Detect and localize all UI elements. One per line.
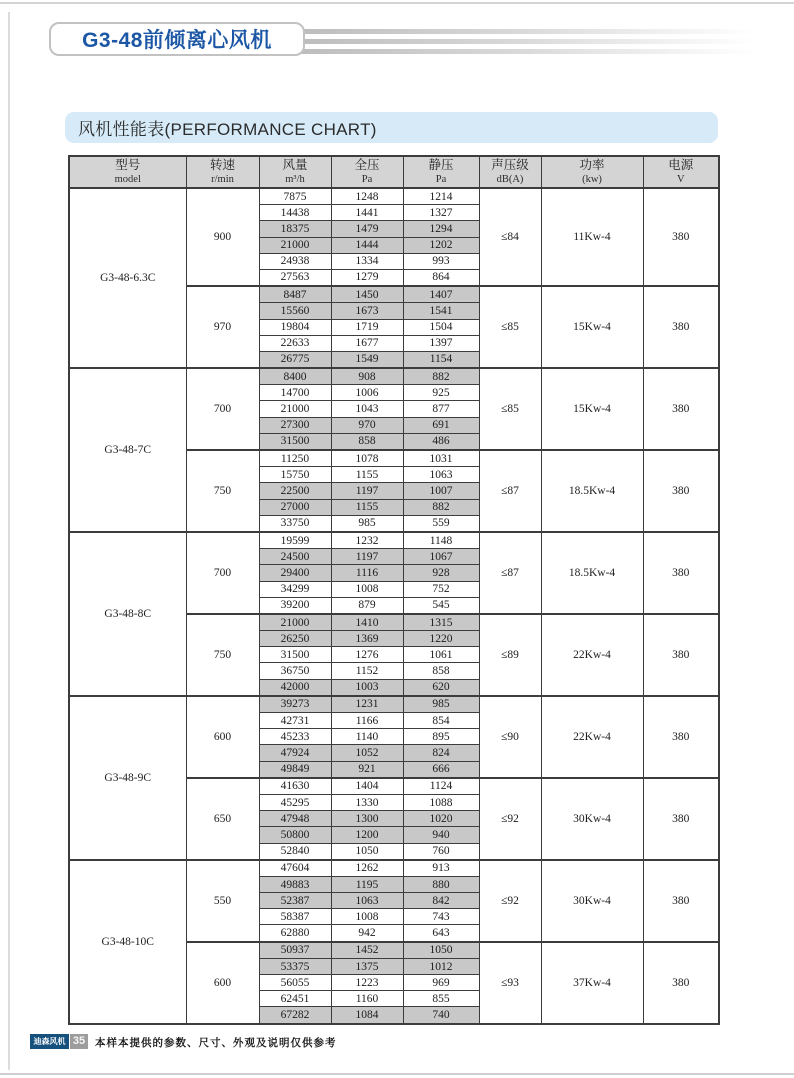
- total-pressure-cell: 1231: [331, 696, 403, 713]
- static-pressure-cell: 1088: [403, 795, 479, 811]
- static-pressure-cell: 1148: [403, 532, 479, 549]
- flow-cell: 14438: [259, 205, 331, 221]
- flow-cell: 21000: [259, 614, 331, 631]
- static-pressure-cell: 559: [403, 515, 479, 532]
- column-header-6: 功率 (kw): [541, 156, 643, 188]
- brand-badge: 迪森风机: [30, 1034, 69, 1049]
- static-pressure-cell: 928: [403, 565, 479, 581]
- static-pressure-cell: 854: [403, 713, 479, 729]
- flow-cell: 42000: [259, 679, 331, 696]
- flow-cell: 39200: [259, 597, 331, 614]
- flow-cell: 41630: [259, 778, 331, 795]
- speed-cell: 750: [186, 614, 259, 696]
- flow-cell: 22500: [259, 483, 331, 499]
- total-pressure-cell: 1166: [331, 713, 403, 729]
- total-pressure-cell: 942: [331, 925, 403, 942]
- noise-cell: ≤92: [479, 778, 541, 860]
- total-pressure-cell: 1479: [331, 221, 403, 237]
- noise-cell: ≤84: [479, 188, 541, 286]
- table-row: [69, 532, 719, 549]
- header-stripe: [295, 39, 794, 44]
- total-pressure-cell: 1441: [331, 205, 403, 221]
- static-pressure-cell: 1063: [403, 467, 479, 483]
- voltage-cell: 380: [643, 860, 719, 942]
- static-pressure-cell: 1031: [403, 450, 479, 467]
- voltage-cell: 380: [643, 286, 719, 368]
- static-pressure-cell: 895: [403, 729, 479, 745]
- model-cell: G3-48-6.3C: [69, 188, 186, 368]
- flow-cell: 26775: [259, 351, 331, 368]
- total-pressure-cell: 1006: [331, 385, 403, 401]
- static-pressure-cell: 691: [403, 417, 479, 433]
- static-pressure-cell: 1202: [403, 237, 479, 253]
- total-pressure-cell: 1444: [331, 237, 403, 253]
- total-pressure-cell: 1050: [331, 843, 403, 860]
- speed-cell: 970: [186, 286, 259, 368]
- header-stripe: [295, 29, 794, 34]
- static-pressure-cell: 940: [403, 827, 479, 843]
- flow-cell: 24500: [259, 549, 331, 565]
- total-pressure-cell: 1334: [331, 253, 403, 269]
- flow-cell: 39273: [259, 696, 331, 713]
- total-pressure-cell: 1279: [331, 269, 403, 286]
- flow-cell: 42731: [259, 713, 331, 729]
- page-left-edge: [8, 12, 10, 1070]
- flow-cell: 62451: [259, 991, 331, 1007]
- static-pressure-cell: 1061: [403, 647, 479, 663]
- section-title: 风机性能表(PERFORMANCE CHART): [78, 120, 377, 139]
- performance-table-container: [68, 155, 720, 1025]
- total-pressure-cell: 921: [331, 761, 403, 778]
- static-pressure-cell: 643: [403, 925, 479, 942]
- power-cell: 30Kw-4: [541, 778, 643, 860]
- static-pressure-cell: 913: [403, 860, 479, 877]
- static-pressure-cell: 824: [403, 745, 479, 761]
- flow-cell: 52840: [259, 843, 331, 860]
- static-pressure-cell: 1294: [403, 221, 479, 237]
- power-cell: 30Kw-4: [541, 860, 643, 942]
- total-pressure-cell: 1197: [331, 483, 403, 499]
- static-pressure-cell: 882: [403, 368, 479, 385]
- flow-cell: 7875: [259, 188, 331, 205]
- static-pressure-cell: 666: [403, 761, 479, 778]
- power-cell: 18.5Kw-4: [541, 532, 643, 614]
- static-pressure-cell: 842: [403, 893, 479, 909]
- flow-cell: 56055: [259, 975, 331, 991]
- speed-cell: 600: [186, 696, 259, 778]
- total-pressure-cell: 908: [331, 368, 403, 385]
- flow-cell: 50800: [259, 827, 331, 843]
- total-pressure-cell: 1410: [331, 614, 403, 631]
- flow-cell: 45233: [259, 729, 331, 745]
- total-pressure-cell: 1078: [331, 450, 403, 467]
- speed-cell: 550: [186, 860, 259, 942]
- total-pressure-cell: 970: [331, 417, 403, 433]
- flow-cell: 49883: [259, 877, 331, 893]
- performance-table: [68, 155, 720, 1025]
- flow-cell: 47948: [259, 811, 331, 827]
- flow-cell: 15750: [259, 467, 331, 483]
- column-header-4: 静压 Pa: [403, 156, 479, 188]
- total-pressure-cell: 1276: [331, 647, 403, 663]
- page-title: G3-48前倾离心风机: [82, 29, 272, 52]
- total-pressure-cell: 1262: [331, 860, 403, 877]
- header-decoration: [295, 0, 794, 60]
- flow-cell: 45295: [259, 795, 331, 811]
- total-pressure-cell: 1404: [331, 778, 403, 795]
- page-footer: [0, 1034, 794, 1050]
- total-pressure-cell: 1155: [331, 467, 403, 483]
- flow-cell: 50937: [259, 942, 331, 959]
- flow-cell: 62880: [259, 925, 331, 942]
- total-pressure-cell: 879: [331, 597, 403, 614]
- static-pressure-cell: 1397: [403, 335, 479, 351]
- power-cell: 18.5Kw-4: [541, 450, 643, 532]
- static-pressure-cell: 864: [403, 269, 479, 286]
- voltage-cell: 380: [643, 696, 719, 778]
- table-row: [69, 368, 719, 385]
- flow-cell: 67282: [259, 1007, 331, 1024]
- power-cell: 22Kw-4: [541, 696, 643, 778]
- speed-cell: 650: [186, 778, 259, 860]
- static-pressure-cell: 740: [403, 1007, 479, 1024]
- voltage-cell: 380: [643, 450, 719, 532]
- flow-cell: 22633: [259, 335, 331, 351]
- model-cell: G3-48-7C: [69, 368, 186, 532]
- noise-cell: ≤85: [479, 286, 541, 368]
- flow-cell: 29400: [259, 565, 331, 581]
- flow-cell: 24938: [259, 253, 331, 269]
- flow-cell: 11250: [259, 450, 331, 467]
- total-pressure-cell: 1116: [331, 565, 403, 581]
- total-pressure-cell: 1152: [331, 663, 403, 679]
- static-pressure-cell: 880: [403, 877, 479, 893]
- column-header-0: 型号 model: [69, 156, 186, 188]
- flow-cell: 8400: [259, 368, 331, 385]
- static-pressure-cell: 743: [403, 909, 479, 925]
- flow-cell: 26250: [259, 631, 331, 647]
- flow-cell: 52387: [259, 893, 331, 909]
- speed-cell: 700: [186, 368, 259, 450]
- total-pressure-cell: 1200: [331, 827, 403, 843]
- noise-cell: ≤87: [479, 450, 541, 532]
- voltage-cell: 380: [643, 532, 719, 614]
- static-pressure-cell: 993: [403, 253, 479, 269]
- static-pressure-cell: 760: [403, 843, 479, 860]
- static-pressure-cell: 1541: [403, 303, 479, 319]
- total-pressure-cell: 1300: [331, 811, 403, 827]
- flow-cell: 49849: [259, 761, 331, 778]
- static-pressure-cell: 1407: [403, 286, 479, 303]
- total-pressure-cell: 1084: [331, 1007, 403, 1024]
- voltage-cell: 380: [643, 942, 719, 1024]
- flow-cell: 19599: [259, 532, 331, 549]
- total-pressure-cell: 1677: [331, 335, 403, 351]
- voltage-cell: 380: [643, 368, 719, 450]
- flow-cell: 47924: [259, 745, 331, 761]
- total-pressure-cell: 1155: [331, 499, 403, 515]
- column-header-2: 风量 m³/h: [259, 156, 331, 188]
- page-bottom-edge: [0, 1073, 794, 1075]
- total-pressure-cell: 1223: [331, 975, 403, 991]
- footer-note: 本样本提供的参数、尺寸、外观及说明仅供参考: [95, 1037, 337, 1049]
- total-pressure-cell: 1369: [331, 631, 403, 647]
- static-pressure-cell: 969: [403, 975, 479, 991]
- power-cell: 15Kw-4: [541, 286, 643, 368]
- speed-cell: 600: [186, 942, 259, 1024]
- voltage-cell: 380: [643, 778, 719, 860]
- table-header: [69, 156, 719, 188]
- header-stripe: [295, 49, 794, 54]
- total-pressure-cell: 1008: [331, 909, 403, 925]
- flow-cell: 36750: [259, 663, 331, 679]
- static-pressure-cell: 882: [403, 499, 479, 515]
- column-header-3: 全压 Pa: [331, 156, 403, 188]
- voltage-cell: 380: [643, 614, 719, 696]
- static-pressure-cell: 1007: [403, 483, 479, 499]
- power-cell: 15Kw-4: [541, 368, 643, 450]
- flow-cell: 14700: [259, 385, 331, 401]
- total-pressure-cell: 1673: [331, 303, 403, 319]
- total-pressure-cell: 1330: [331, 795, 403, 811]
- table-row: [69, 860, 719, 877]
- total-pressure-cell: 1008: [331, 581, 403, 597]
- noise-cell: ≤89: [479, 614, 541, 696]
- power-cell: 11Kw-4: [541, 188, 643, 286]
- total-pressure-cell: 1003: [331, 679, 403, 696]
- flow-cell: 27563: [259, 269, 331, 286]
- static-pressure-cell: 486: [403, 433, 479, 450]
- model-cell: G3-48-8C: [69, 532, 186, 696]
- total-pressure-cell: 1160: [331, 991, 403, 1007]
- static-pressure-cell: 1327: [403, 205, 479, 221]
- total-pressure-cell: 1197: [331, 549, 403, 565]
- static-pressure-cell: 1315: [403, 614, 479, 631]
- flow-cell: 21000: [259, 401, 331, 417]
- column-header-5: 声压级 dB(A): [479, 156, 541, 188]
- static-pressure-cell: 1220: [403, 631, 479, 647]
- noise-cell: ≤93: [479, 942, 541, 1024]
- noise-cell: ≤92: [479, 860, 541, 942]
- static-pressure-cell: 1050: [403, 942, 479, 959]
- total-pressure-cell: 1450: [331, 286, 403, 303]
- model-cell: G3-48-10C: [69, 860, 186, 1024]
- noise-cell: ≤90: [479, 696, 541, 778]
- static-pressure-cell: 1012: [403, 958, 479, 974]
- speed-cell: 900: [186, 188, 259, 286]
- total-pressure-cell: 1140: [331, 729, 403, 745]
- voltage-cell: 380: [643, 188, 719, 286]
- total-pressure-cell: 1549: [331, 351, 403, 368]
- power-cell: 22Kw-4: [541, 614, 643, 696]
- static-pressure-cell: 877: [403, 401, 479, 417]
- total-pressure-cell: 1232: [331, 532, 403, 549]
- flow-cell: 31500: [259, 433, 331, 450]
- static-pressure-cell: 1124: [403, 778, 479, 795]
- page-number-badge: 35: [70, 1034, 88, 1049]
- total-pressure-cell: 1195: [331, 877, 403, 893]
- table-body: [69, 188, 719, 1024]
- flow-cell: 47604: [259, 860, 331, 877]
- static-pressure-cell: 1504: [403, 319, 479, 335]
- flow-cell: 58387: [259, 909, 331, 925]
- flow-cell: 19804: [259, 319, 331, 335]
- static-pressure-cell: 858: [403, 663, 479, 679]
- static-pressure-cell: 925: [403, 385, 479, 401]
- total-pressure-cell: 1052: [331, 745, 403, 761]
- static-pressure-cell: 1154: [403, 351, 479, 368]
- flow-cell: 27000: [259, 499, 331, 515]
- noise-cell: ≤85: [479, 368, 541, 450]
- static-pressure-cell: 985: [403, 696, 479, 713]
- total-pressure-cell: 985: [331, 515, 403, 532]
- noise-cell: ≤87: [479, 532, 541, 614]
- total-pressure-cell: 1452: [331, 942, 403, 959]
- speed-cell: 700: [186, 532, 259, 614]
- flow-cell: 34299: [259, 581, 331, 597]
- static-pressure-cell: 545: [403, 597, 479, 614]
- static-pressure-cell: 1067: [403, 549, 479, 565]
- flow-cell: 18375: [259, 221, 331, 237]
- speed-cell: 750: [186, 450, 259, 532]
- static-pressure-cell: 1020: [403, 811, 479, 827]
- flow-cell: 33750: [259, 515, 331, 532]
- total-pressure-cell: 858: [331, 433, 403, 450]
- total-pressure-cell: 1719: [331, 319, 403, 335]
- total-pressure-cell: 1248: [331, 188, 403, 205]
- total-pressure-cell: 1375: [331, 958, 403, 974]
- flow-cell: 15560: [259, 303, 331, 319]
- power-cell: 37Kw-4: [541, 942, 643, 1024]
- table-row: [69, 188, 719, 205]
- total-pressure-cell: 1063: [331, 893, 403, 909]
- total-pressure-cell: 1043: [331, 401, 403, 417]
- static-pressure-cell: 855: [403, 991, 479, 1007]
- static-pressure-cell: 1214: [403, 188, 479, 205]
- table-row: [69, 696, 719, 713]
- flow-cell: 31500: [259, 647, 331, 663]
- flow-cell: 21000: [259, 237, 331, 253]
- model-cell: G3-48-9C: [69, 696, 186, 860]
- flow-cell: 8487: [259, 286, 331, 303]
- page-title-box: [49, 22, 305, 56]
- column-header-7: 电源 V: [643, 156, 719, 188]
- static-pressure-cell: 752: [403, 581, 479, 597]
- static-pressure-cell: 620: [403, 679, 479, 696]
- flow-cell: 27300: [259, 417, 331, 433]
- section-header: [65, 112, 718, 143]
- header-row: [69, 156, 719, 188]
- flow-cell: 53375: [259, 958, 331, 974]
- column-header-1: 转速 r/min: [186, 156, 259, 188]
